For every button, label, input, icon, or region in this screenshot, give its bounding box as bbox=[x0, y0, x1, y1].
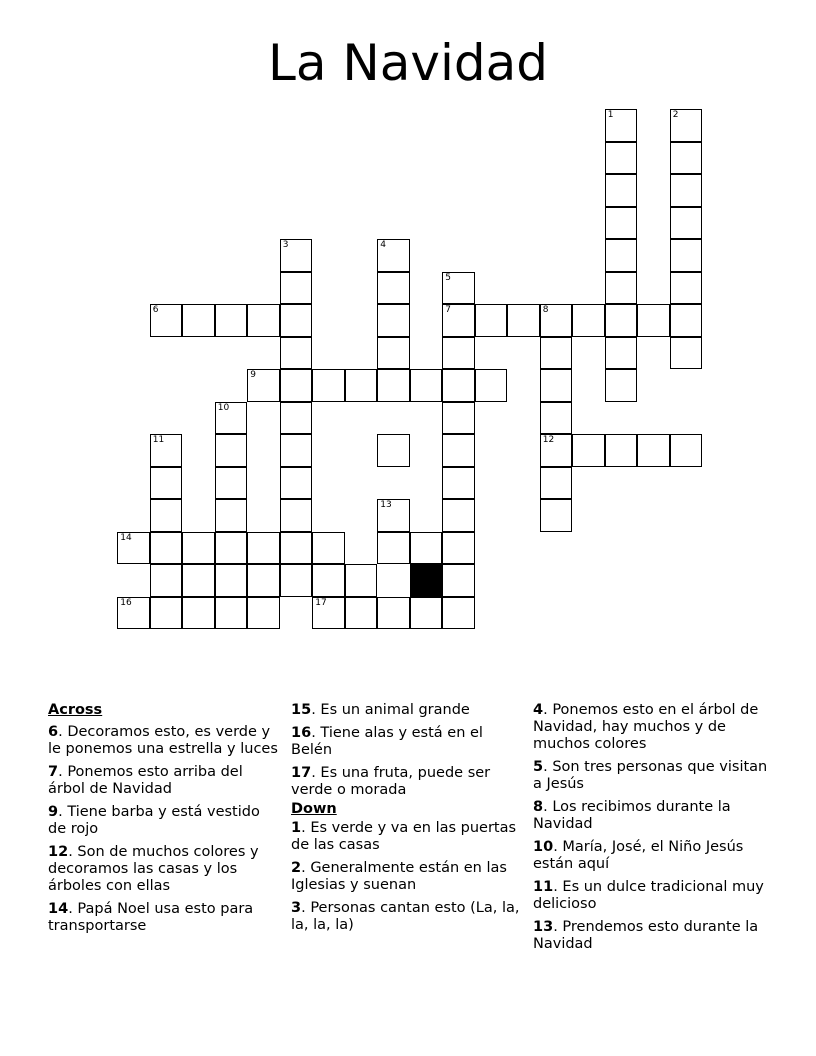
grid-cell[interactable] bbox=[215, 402, 248, 435]
grid-cell[interactable] bbox=[377, 239, 410, 272]
grid-cell[interactable] bbox=[475, 304, 508, 337]
grid-cell[interactable] bbox=[605, 272, 638, 305]
grid-cell[interactable] bbox=[247, 369, 280, 402]
clue-number: 13 bbox=[380, 500, 392, 511]
grid-cell[interactable] bbox=[182, 597, 215, 630]
grid-cell[interactable] bbox=[150, 499, 183, 532]
clue-number: 9 bbox=[250, 370, 256, 381]
grid-cell[interactable] bbox=[637, 434, 670, 467]
clue-item: 6. Decoramos esto, es verde y le ponemos una estrella y luces bbox=[48, 724, 278, 757]
grid-cell[interactable] bbox=[345, 564, 378, 597]
grid-cell[interactable] bbox=[215, 467, 248, 500]
clue-number: 16 bbox=[120, 597, 132, 608]
grid-cell[interactable] bbox=[605, 207, 638, 240]
grid-cell[interactable] bbox=[540, 304, 573, 337]
grid-cell[interactable] bbox=[507, 304, 540, 337]
clue-item-number: 4 bbox=[533, 702, 544, 718]
clue-item-number: 1 bbox=[291, 820, 302, 836]
grid-cell[interactable] bbox=[572, 304, 605, 337]
grid-cell[interactable] bbox=[312, 597, 345, 630]
clues-column-1 bbox=[48, 702, 278, 941]
grid-cell[interactable] bbox=[182, 532, 215, 565]
clue-item-text: Decoramos esto, es verde y le ponemos una estrella y luces bbox=[48, 724, 278, 757]
clue-number: 4 bbox=[380, 240, 386, 251]
clue-item-text: Prendemos esto durante la Navidad bbox=[533, 919, 759, 952]
grid-cell[interactable] bbox=[540, 499, 573, 532]
grid-cell[interactable] bbox=[442, 532, 475, 565]
clue-item-number: 10 bbox=[533, 839, 554, 855]
grid-cell[interactable] bbox=[442, 564, 475, 597]
clue-item: 2. Generalmente están en las Iglesias y suenan bbox=[291, 860, 507, 893]
grid-cell[interactable] bbox=[605, 304, 638, 337]
clue-number: 11 bbox=[152, 435, 165, 446]
grid-cell[interactable] bbox=[215, 597, 248, 630]
clue-item-text: Ponemos esto en el árbol de Navidad, hay muchos y de muchos colores bbox=[533, 702, 759, 752]
grid-cell[interactable] bbox=[540, 467, 573, 500]
grid-cell[interactable] bbox=[540, 402, 573, 435]
grid-cell[interactable] bbox=[280, 434, 313, 467]
grid-cell[interactable] bbox=[280, 564, 313, 597]
clue-item: 9. Tiene barba y está vestido de rojo bbox=[48, 804, 260, 837]
clue-item: 10. María, José, el Niño Jesús están aquí bbox=[533, 839, 744, 872]
grid-cell[interactable] bbox=[540, 369, 573, 402]
clue-item-text: Generalmente están en las Iglesias y suenan bbox=[291, 860, 507, 893]
grid-cell[interactable] bbox=[215, 434, 248, 467]
grid-cell[interactable] bbox=[670, 304, 703, 337]
grid-cell[interactable] bbox=[605, 239, 638, 272]
grid-cell[interactable] bbox=[605, 142, 638, 175]
clue-item: 1. Es verde y va en las puertas de las casas bbox=[291, 820, 517, 853]
grid-cell[interactable] bbox=[670, 272, 703, 305]
grid-cell[interactable] bbox=[377, 369, 410, 402]
grid-cell[interactable] bbox=[442, 467, 475, 500]
grid-cell[interactable] bbox=[670, 207, 703, 240]
clue-number: 2 bbox=[672, 110, 679, 121]
across-heading: Across bbox=[48, 702, 103, 718]
grid-cell[interactable] bbox=[312, 369, 345, 402]
grid-cell[interactable] bbox=[410, 597, 443, 630]
grid-cell[interactable] bbox=[377, 337, 410, 370]
grid-cell[interactable] bbox=[345, 369, 378, 402]
clue-number: 5 bbox=[445, 272, 451, 283]
clue-number: 7 bbox=[445, 305, 451, 316]
clue-item: 3. Personas cantan esto (La, la, la, la, la) bbox=[291, 900, 520, 933]
clue-item-number: 7 bbox=[48, 764, 59, 780]
clue-number: 3 bbox=[282, 240, 289, 251]
grid-cell[interactable] bbox=[442, 402, 475, 435]
clue-item-text: Es verde y va en las puertas de las casas bbox=[291, 820, 517, 853]
grid-cell[interactable] bbox=[605, 174, 638, 207]
grid-cell[interactable] bbox=[312, 532, 345, 565]
clue-item-text: Papá Noel usa esto para transportarse bbox=[48, 901, 254, 934]
grid-cell[interactable] bbox=[247, 304, 280, 337]
grid-cell[interactable] bbox=[117, 532, 150, 565]
clue-item: 5. Son tres personas que visitan a Jesús bbox=[533, 759, 768, 792]
grid-cell[interactable] bbox=[670, 142, 703, 175]
grid-cell[interactable] bbox=[670, 337, 703, 370]
clue-item-number: 17 bbox=[291, 765, 312, 781]
grid-cell[interactable] bbox=[377, 272, 410, 305]
clue-item: 11. Es un dulce tradicional muy delicioso bbox=[533, 879, 764, 912]
grid-cell[interactable] bbox=[150, 597, 183, 630]
grid-cell[interactable] bbox=[605, 369, 638, 402]
grid-cell[interactable] bbox=[377, 434, 410, 467]
grid-cell[interactable] bbox=[442, 499, 475, 532]
clue-item: 17. Es una fruta, puede ser verde o morada bbox=[291, 765, 491, 798]
grid-cell[interactable] bbox=[670, 434, 703, 467]
grid-cell[interactable] bbox=[280, 402, 313, 435]
clue-item: 14. Papá Noel usa esto para transportarse bbox=[48, 901, 254, 934]
clue-item-number: 11 bbox=[533, 879, 554, 895]
grid-block bbox=[410, 564, 443, 597]
grid-cell[interactable] bbox=[540, 434, 573, 467]
grid-cell[interactable] bbox=[117, 597, 150, 630]
grid-cell[interactable] bbox=[410, 369, 443, 402]
clue-item: 13. Prendemos esto durante la Navidad bbox=[533, 919, 759, 952]
grid-cell[interactable] bbox=[280, 239, 313, 272]
clue-item-text: Ponemos esto arriba del árbol de Navidad bbox=[48, 764, 243, 797]
grid-cell[interactable] bbox=[280, 499, 313, 532]
grid-cell[interactable] bbox=[215, 564, 248, 597]
clue-item: 8. Los recibimos durante la Navidad bbox=[533, 799, 731, 832]
page-title: La Navidad bbox=[267, 34, 549, 92]
grid-cell[interactable] bbox=[247, 532, 280, 565]
clue-item-number: 6 bbox=[48, 724, 59, 740]
clue-item-text: Es un animal grande bbox=[320, 702, 470, 718]
grid-cell[interactable] bbox=[605, 109, 638, 142]
grid-cell[interactable] bbox=[280, 532, 313, 565]
grid-cell[interactable] bbox=[670, 109, 703, 142]
grid-cell[interactable] bbox=[442, 597, 475, 630]
clue-item-number: 3 bbox=[291, 900, 302, 916]
grid-cell[interactable] bbox=[605, 337, 638, 370]
grid-cell[interactable] bbox=[540, 337, 573, 370]
grid-cell[interactable] bbox=[215, 499, 248, 532]
grid-cell[interactable] bbox=[475, 369, 508, 402]
grid-cell[interactable] bbox=[442, 434, 475, 467]
clue-item: 7. Ponemos esto arriba del árbol de Navidad bbox=[48, 764, 243, 797]
grid-cell[interactable] bbox=[670, 239, 703, 272]
grid-cell[interactable] bbox=[410, 532, 443, 565]
grid-cell[interactable] bbox=[377, 532, 410, 565]
clue-item-text: Son tres personas que visitan a Jesús bbox=[533, 759, 768, 792]
grid-cell[interactable] bbox=[345, 597, 378, 630]
grid-cell[interactable] bbox=[637, 304, 670, 337]
clue-item-text: Tiene alas y está en el Belén bbox=[291, 725, 483, 758]
clue-item: 4. Ponemos esto en el árbol de Navidad, hay muchos y de muchos colores bbox=[533, 702, 759, 752]
clue-number: 14 bbox=[120, 532, 132, 543]
grid-cell[interactable] bbox=[377, 597, 410, 630]
clue-number: 8 bbox=[542, 305, 549, 316]
grid-cell[interactable] bbox=[377, 304, 410, 337]
clue-item-text: Tiene barba y está vestido de rojo bbox=[48, 804, 260, 837]
grid-cell[interactable] bbox=[572, 434, 605, 467]
grid-cell[interactable] bbox=[377, 499, 410, 532]
grid-cell[interactable] bbox=[150, 467, 183, 500]
clue-item-text: Es un dulce tradicional muy delicioso bbox=[533, 879, 764, 912]
clue-item-number: 9 bbox=[48, 804, 59, 820]
clue-number: 6 bbox=[152, 305, 159, 316]
grid-cell[interactable] bbox=[280, 467, 313, 500]
clue-number: 17 bbox=[315, 597, 327, 608]
clue-item-number: 14 bbox=[48, 901, 69, 917]
clue-item-text: Es una fruta, puede ser verde o morada bbox=[291, 765, 491, 798]
clue-number: 10 bbox=[217, 402, 230, 413]
grid-cell[interactable] bbox=[312, 564, 345, 597]
grid-cell[interactable] bbox=[670, 174, 703, 207]
grid-cell[interactable] bbox=[442, 337, 475, 370]
grid-cell[interactable] bbox=[280, 369, 313, 402]
grid-cell[interactable] bbox=[442, 369, 475, 402]
clue-item-text: Son de muchos colores y decoramos las casas y los árboles con ellas bbox=[48, 844, 259, 894]
clue-item-number: 16 bbox=[291, 725, 312, 741]
grid-cell[interactable] bbox=[215, 304, 248, 337]
grid-cell[interactable] bbox=[280, 337, 313, 370]
clue-item-number: 8 bbox=[533, 799, 544, 815]
grid-cell[interactable] bbox=[280, 304, 313, 337]
down-heading: Down bbox=[291, 801, 337, 817]
grid-cell[interactable] bbox=[182, 564, 215, 597]
clue-item-number: 13 bbox=[533, 919, 554, 935]
grid-cell[interactable] bbox=[150, 434, 183, 467]
clue-number: 12 bbox=[542, 435, 555, 446]
grid-cell[interactable] bbox=[182, 304, 215, 337]
clue-item-number: 2 bbox=[291, 860, 302, 876]
grid-cell[interactable] bbox=[215, 532, 248, 565]
clue-number: 1 bbox=[607, 110, 614, 121]
grid-cell[interactable] bbox=[247, 564, 280, 597]
grid-cell[interactable] bbox=[150, 564, 183, 597]
clue-item-number: 12 bbox=[48, 844, 69, 860]
clue-item: 12. Son de muchos colores y decoramos las casas y los árboles con ellas bbox=[48, 844, 259, 894]
clues-column-3 bbox=[533, 702, 773, 959]
clues-column-2 bbox=[291, 702, 521, 940]
grid-cell[interactable] bbox=[280, 272, 313, 305]
clue-item-number: 15 bbox=[291, 702, 312, 718]
grid-cell[interactable] bbox=[150, 532, 183, 565]
grid-cell[interactable] bbox=[247, 597, 280, 630]
clue-item: 16. Tiene alas y está en el Belén bbox=[291, 725, 483, 758]
clue-item-text: Personas cantan esto (La, la, la, la, la) bbox=[291, 900, 520, 933]
grid-cell[interactable] bbox=[150, 304, 183, 337]
grid-cell[interactable] bbox=[605, 434, 638, 467]
clue-item-number: 5 bbox=[533, 759, 544, 775]
clue-item-text: Los recibimos durante la Navidad bbox=[533, 799, 731, 832]
grid-cell[interactable] bbox=[442, 304, 475, 337]
clue-item: 15. Es un animal grande bbox=[291, 702, 470, 718]
clue-item-text: María, José, el Niño Jesús están aquí bbox=[533, 839, 744, 872]
grid-cell[interactable] bbox=[442, 272, 475, 305]
